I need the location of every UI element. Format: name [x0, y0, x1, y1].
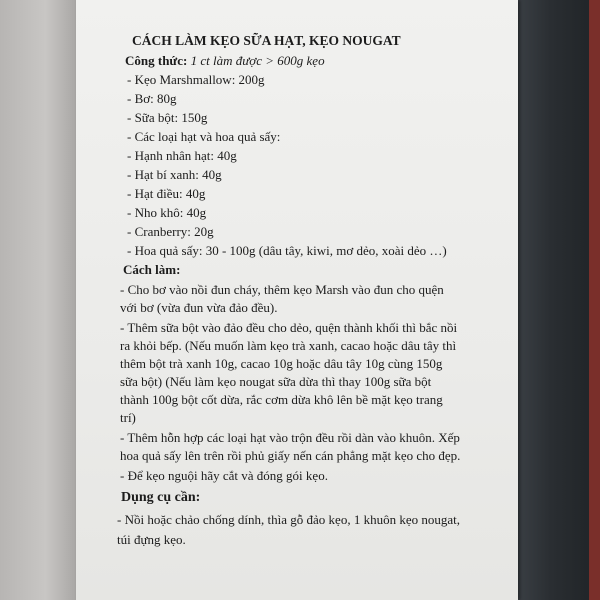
document-title: CÁCH LÀM KẸO SỮA HẠT, KẸO NOUGAT — [132, 33, 401, 48]
step-line: - Thêm sữa bột vào đảo đều cho dẻo, quện thành khối thì bắc nồi — [120, 320, 458, 335]
background-right-edge — [589, 0, 600, 600]
tools-line: túi đựng kẹo. — [117, 532, 186, 547]
recipe-yield-line — [125, 53, 325, 69]
background-left-surface — [0, 0, 76, 600]
step-line: trí) — [120, 410, 136, 425]
ingredient-item: - Sữa bột: 150g — [127, 110, 208, 125]
step-line: sữa bột) (Nếu làm kẹo nougat sữa dừa thì thay 100g sữa bột — [120, 374, 432, 389]
ingredient-item: - Nho khô: 40g — [127, 205, 207, 220]
recipe-sheet — [76, 0, 518, 600]
step-line: thành 100g bột cốt dừa, rắc cơm dừa khô lên bề mặt kẹo trang — [120, 392, 443, 407]
step-line: - Thêm hỗn hợp các loại hạt vào trộn đều rồi dàn vào khuôn. Xếp — [120, 430, 460, 445]
method-label: Cách làm: — [123, 262, 181, 277]
ingredient-item: - Hoa quả sấy: 30 - 100g (dâu tây, kiwi, mơ dẻo, xoài dẻo …) — [127, 243, 447, 258]
step-line: - Cho bơ vào nồi đun cháy, thêm kẹo Marsh vào đun cho quện — [120, 282, 444, 297]
step-line: thêm bột trà xanh 10g, cacao 10g hoặc dâu tây 10g cùng 150g — [120, 356, 443, 371]
step-line: với bơ (vừa đun vừa đảo đều). — [120, 300, 278, 315]
ingredient-item: - Hạnh nhân hạt: 40g — [127, 148, 237, 163]
step-line: - Để kẹo nguội hãy cắt và đóng gói kẹo. — [120, 468, 328, 483]
ingredient-item: - Hạt bí xanh: 40g — [127, 167, 222, 182]
background-right-surface — [518, 0, 600, 600]
ingredient-item: - Các loại hạt và hoa quả sấy: — [127, 129, 281, 144]
tools-label: Dụng cụ cần: — [121, 490, 201, 505]
ingredient-item: - Cranberry: 20g — [127, 224, 214, 239]
ingredient-item: - Kẹo Marshmallow: 200g — [127, 72, 265, 87]
ingredient-item: - Hạt điều: 40g — [127, 186, 206, 201]
recipe-yield: 1 ct làm được > 600g kẹo — [190, 53, 325, 68]
step-line: hoa quả sấy lên trên rồi phủ giấy nến cán phẳng mặt kẹo cho đẹp. — [120, 448, 461, 463]
recipe-label: Công thức: — [125, 53, 188, 68]
step-line: ra khỏi bếp. (Nếu muốn làm kẹo trà xanh, cacao hoặc dâu tây thì — [120, 338, 457, 353]
tools-line: - Nồi hoặc chảo chống dính, thìa gỗ đảo kẹo, 1 khuôn kẹo nougat, — [117, 512, 460, 527]
ingredient-item: - Bơ: 80g — [127, 91, 177, 106]
